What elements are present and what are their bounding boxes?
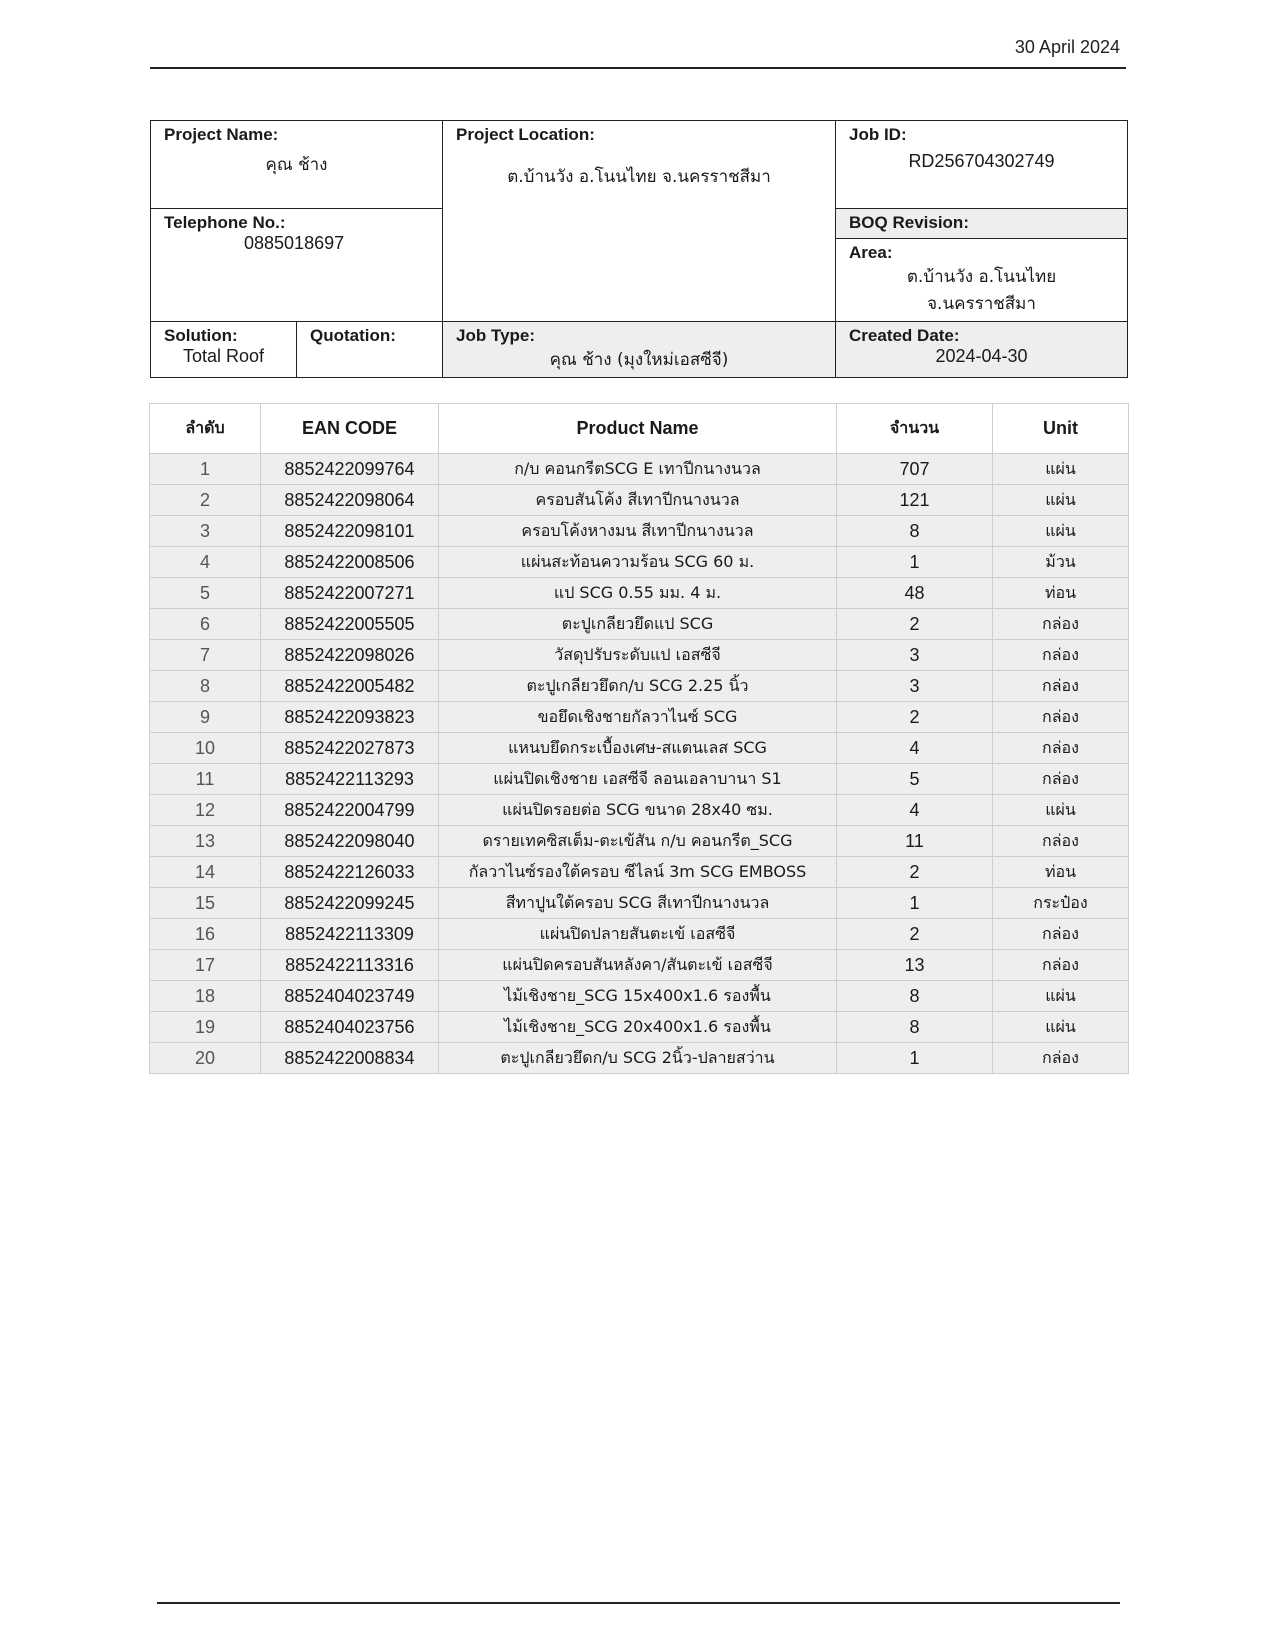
document-date: 30 April 2024 (1014, 37, 1120, 57)
table-row (150, 671, 1129, 702)
row-ean-code: 8852422007271 (261, 578, 439, 609)
row-unit: แผ่น (993, 485, 1129, 516)
row-sequence: 18 (150, 981, 261, 1012)
row-ean-code: 8852422113316 (261, 950, 439, 981)
row-product-name: แหนบยึดกระเบื้องเศษ-สแตนเลส SCG (439, 733, 837, 764)
created-date-cell (836, 322, 1128, 378)
row-quantity: 8 (837, 981, 993, 1012)
row-quantity: 1 (837, 547, 993, 578)
row-ean-code: 8852422008834 (261, 1043, 439, 1074)
boq-revision-cell (836, 209, 1128, 239)
table-row (150, 454, 1129, 485)
row-quantity: 3 (837, 671, 993, 702)
row-product-name: วัสดุปรับระดับแป เอสซีจี (439, 640, 837, 671)
row-product-name: ตะปูเกลียวยึดแป SCG (439, 609, 837, 640)
row-unit: กล่อง (993, 919, 1129, 950)
boq-revision-label: BOQ Revision: (849, 213, 969, 232)
row-sequence: 16 (150, 919, 261, 950)
col-header-quantity: จำนวน (837, 404, 993, 454)
row-ean-code: 8852422126033 (261, 857, 439, 888)
table-row (150, 609, 1129, 640)
row-sequence: 10 (150, 733, 261, 764)
row-quantity: 5 (837, 764, 993, 795)
row-product-name: ตะปูเกลียวยึดก/บ SCG 2นิ้ว-ปลายสว่าน (439, 1043, 837, 1074)
row-quantity: 4 (837, 795, 993, 826)
project-location-cell (443, 121, 836, 322)
row-quantity: 13 (837, 950, 993, 981)
row-sequence: 11 (150, 764, 261, 795)
row-ean-code: 8852422005505 (261, 609, 439, 640)
row-quantity: 121 (837, 485, 993, 516)
row-product-name: ครอบโค้งหางมน สีเทาปีกนางนวล (439, 516, 837, 547)
row-quantity: 8 (837, 516, 993, 547)
row-ean-code: 8852422004799 (261, 795, 439, 826)
project-location-value: ต.บ้านวัง อ.โนนไทย จ.นครราชสีมา (507, 167, 771, 187)
row-sequence: 7 (150, 640, 261, 671)
row-sequence: 2 (150, 485, 261, 516)
job-id-label: Job ID: (849, 125, 907, 144)
row-sequence: 1 (150, 454, 261, 485)
row-sequence: 13 (150, 826, 261, 857)
job-type-label: Job Type: (456, 326, 536, 345)
row-ean-code: 8852422098101 (261, 516, 439, 547)
row-product-name: แป SCG 0.55 มม. 4 ม. (439, 578, 837, 609)
row-sequence: 6 (150, 609, 261, 640)
row-unit: ม้วน (993, 547, 1129, 578)
col-header-product-name: Product Name (439, 404, 837, 454)
telephone-cell (151, 209, 443, 322)
row-ean-code: 8852404023749 (261, 981, 439, 1012)
row-unit: แผ่น (993, 1012, 1129, 1043)
row-quantity: 2 (837, 919, 993, 950)
row-quantity: 2 (837, 702, 993, 733)
row-product-name: ขอยึดเชิงชายกัลวาไนซ์ SCG (439, 702, 837, 733)
row-sequence: 3 (150, 516, 261, 547)
table-row (150, 578, 1129, 609)
row-quantity: 48 (837, 578, 993, 609)
table-row (150, 1043, 1129, 1074)
row-product-name: ก/บ คอนกรีตSCG E เทาปีกนางนวล (439, 454, 837, 485)
job-type-cell (443, 322, 836, 378)
table-row (150, 950, 1129, 981)
row-product-name: ตะปูเกลียวยึดก/บ SCG 2.25 นิ้ว (439, 671, 837, 702)
table-row (150, 733, 1129, 764)
row-unit: กระป๋อง (993, 888, 1129, 919)
table-row (150, 857, 1129, 888)
row-unit: กล่อง (993, 609, 1129, 640)
job-id-value: RD256704302749 (908, 151, 1055, 171)
telephone-label: Telephone No.: (164, 213, 286, 232)
row-sequence: 17 (150, 950, 261, 981)
row-quantity: 1 (837, 888, 993, 919)
table-row (150, 1012, 1129, 1043)
header-divider (150, 67, 1126, 69)
row-quantity: 2 (837, 609, 993, 640)
row-product-name: สีทาปูนใต้ครอบ SCG สีเทาปีกนางนวล (439, 888, 837, 919)
row-quantity: 1 (837, 1043, 993, 1074)
row-product-name: ไม้เชิงชาย_SCG 15x400x1.6 รองพื้น (439, 981, 837, 1012)
row-ean-code: 8852422093823 (261, 702, 439, 733)
row-unit: กล่อง (993, 640, 1129, 671)
solution-cell (151, 322, 297, 378)
row-product-name: แผ่นปิดครอบสันหลังคา/สันตะเข้ เอสซีจี (439, 950, 837, 981)
solution-label: Solution: (164, 326, 238, 345)
row-ean-code: 8852422005482 (261, 671, 439, 702)
row-unit: กล่อง (993, 826, 1129, 857)
col-header-ean-code: EAN CODE (261, 404, 439, 454)
row-unit: ท่อน (993, 857, 1129, 888)
job-id-cell (836, 121, 1128, 209)
row-quantity: 707 (837, 454, 993, 485)
row-unit: แผ่น (993, 454, 1129, 485)
row-sequence: 14 (150, 857, 261, 888)
project-location-label: Project Location: (456, 125, 595, 144)
row-unit: ท่อน (993, 578, 1129, 609)
product-table-body (150, 454, 1129, 1074)
row-sequence: 19 (150, 1012, 261, 1043)
row-quantity: 11 (837, 826, 993, 857)
col-header-unit: Unit (993, 404, 1129, 454)
row-sequence: 12 (150, 795, 261, 826)
col-header-sequence: ลำดับ (150, 404, 261, 454)
table-row (150, 485, 1129, 516)
row-sequence: 9 (150, 702, 261, 733)
row-ean-code: 8852422098026 (261, 640, 439, 671)
row-ean-code: 8852422098040 (261, 826, 439, 857)
row-product-name: ไม้เชิงชาย_SCG 20x400x1.6 รองพื้น (439, 1012, 837, 1043)
row-ean-code: 8852422098064 (261, 485, 439, 516)
row-product-name: แผ่นสะท้อนความร้อน SCG 60 ม. (439, 547, 837, 578)
area-cell (836, 239, 1128, 322)
row-sequence: 20 (150, 1043, 261, 1074)
table-row (150, 547, 1129, 578)
table-row (150, 919, 1129, 950)
row-ean-code: 8852422113293 (261, 764, 439, 795)
row-sequence: 4 (150, 547, 261, 578)
row-unit: กล่อง (993, 950, 1129, 981)
project-name-label: Project Name: (164, 125, 279, 144)
footer-divider (157, 1602, 1120, 1604)
row-ean-code: 8852422099245 (261, 888, 439, 919)
row-unit: กล่อง (993, 1043, 1129, 1074)
project-name-cell (151, 121, 443, 209)
project-info-table (150, 120, 1128, 378)
table-row (150, 764, 1129, 795)
row-product-name: กัลวาไนซ์รองใต้ครอบ ซีไลน์ 3m SCG EMBOSS (439, 857, 837, 888)
table-row (150, 981, 1129, 1012)
row-quantity: 2 (837, 857, 993, 888)
table-row (150, 826, 1129, 857)
table-row (150, 702, 1129, 733)
quotation-cell (297, 322, 443, 378)
row-sequence: 8 (150, 671, 261, 702)
row-sequence: 15 (150, 888, 261, 919)
table-row (150, 516, 1129, 547)
row-unit: กล่อง (993, 733, 1129, 764)
row-ean-code: 8852422008506 (261, 547, 439, 578)
row-product-name: ครอบสันโค้ง สีเทาปีกนางนวล (439, 485, 837, 516)
row-product-name: แผ่นปิดปลายสันตะเข้ เอสซีจี (439, 919, 837, 950)
table-row (150, 640, 1129, 671)
telephone-value: 0885018697 (244, 233, 345, 253)
row-product-name: ดรายเทคซิสเต็ม-ตะเข้สัน ก/บ คอนกรีต_SCG (439, 826, 837, 857)
row-ean-code: 8852422027873 (261, 733, 439, 764)
row-unit: กล่อง (993, 702, 1129, 733)
row-ean-code: 8852422099764 (261, 454, 439, 485)
product-table-header-row (150, 404, 1129, 454)
row-unit: แผ่น (993, 516, 1129, 547)
row-unit: กล่อง (993, 764, 1129, 795)
row-product-name: แผ่นปิดรอยต่อ SCG ขนาด 28x40 ซม. (439, 795, 837, 826)
row-product-name: แผ่นปิดเชิงชาย เอสซีจี ลอนเอลาบานา S1 (439, 764, 837, 795)
row-quantity: 4 (837, 733, 993, 764)
quotation-label: Quotation: (310, 326, 396, 345)
table-row (150, 795, 1129, 826)
table-row (150, 888, 1129, 919)
area-value-line1: ต.บ้านวัง อ.โนนไทย (906, 267, 1057, 287)
created-date-label: Created Date: (849, 326, 960, 345)
row-ean-code: 8852404023756 (261, 1012, 439, 1043)
product-table (149, 403, 1129, 1074)
created-date-value: 2024-04-30 (935, 346, 1028, 366)
solution-value: Total Roof (182, 346, 265, 366)
job-type-value: คุณ ช้าง (มุงใหม่เอสซีจี) (549, 350, 729, 370)
row-unit: กล่อง (993, 671, 1129, 702)
project-name-value: คุณ ช้าง (265, 155, 328, 175)
area-value-line2: จ.นครราชสีมา (927, 294, 1036, 314)
row-quantity: 3 (837, 640, 993, 671)
row-unit: แผ่น (993, 795, 1129, 826)
row-unit: แผ่น (993, 981, 1129, 1012)
area-label: Area: (849, 243, 893, 262)
row-ean-code: 8852422113309 (261, 919, 439, 950)
row-sequence: 5 (150, 578, 261, 609)
row-quantity: 8 (837, 1012, 993, 1043)
